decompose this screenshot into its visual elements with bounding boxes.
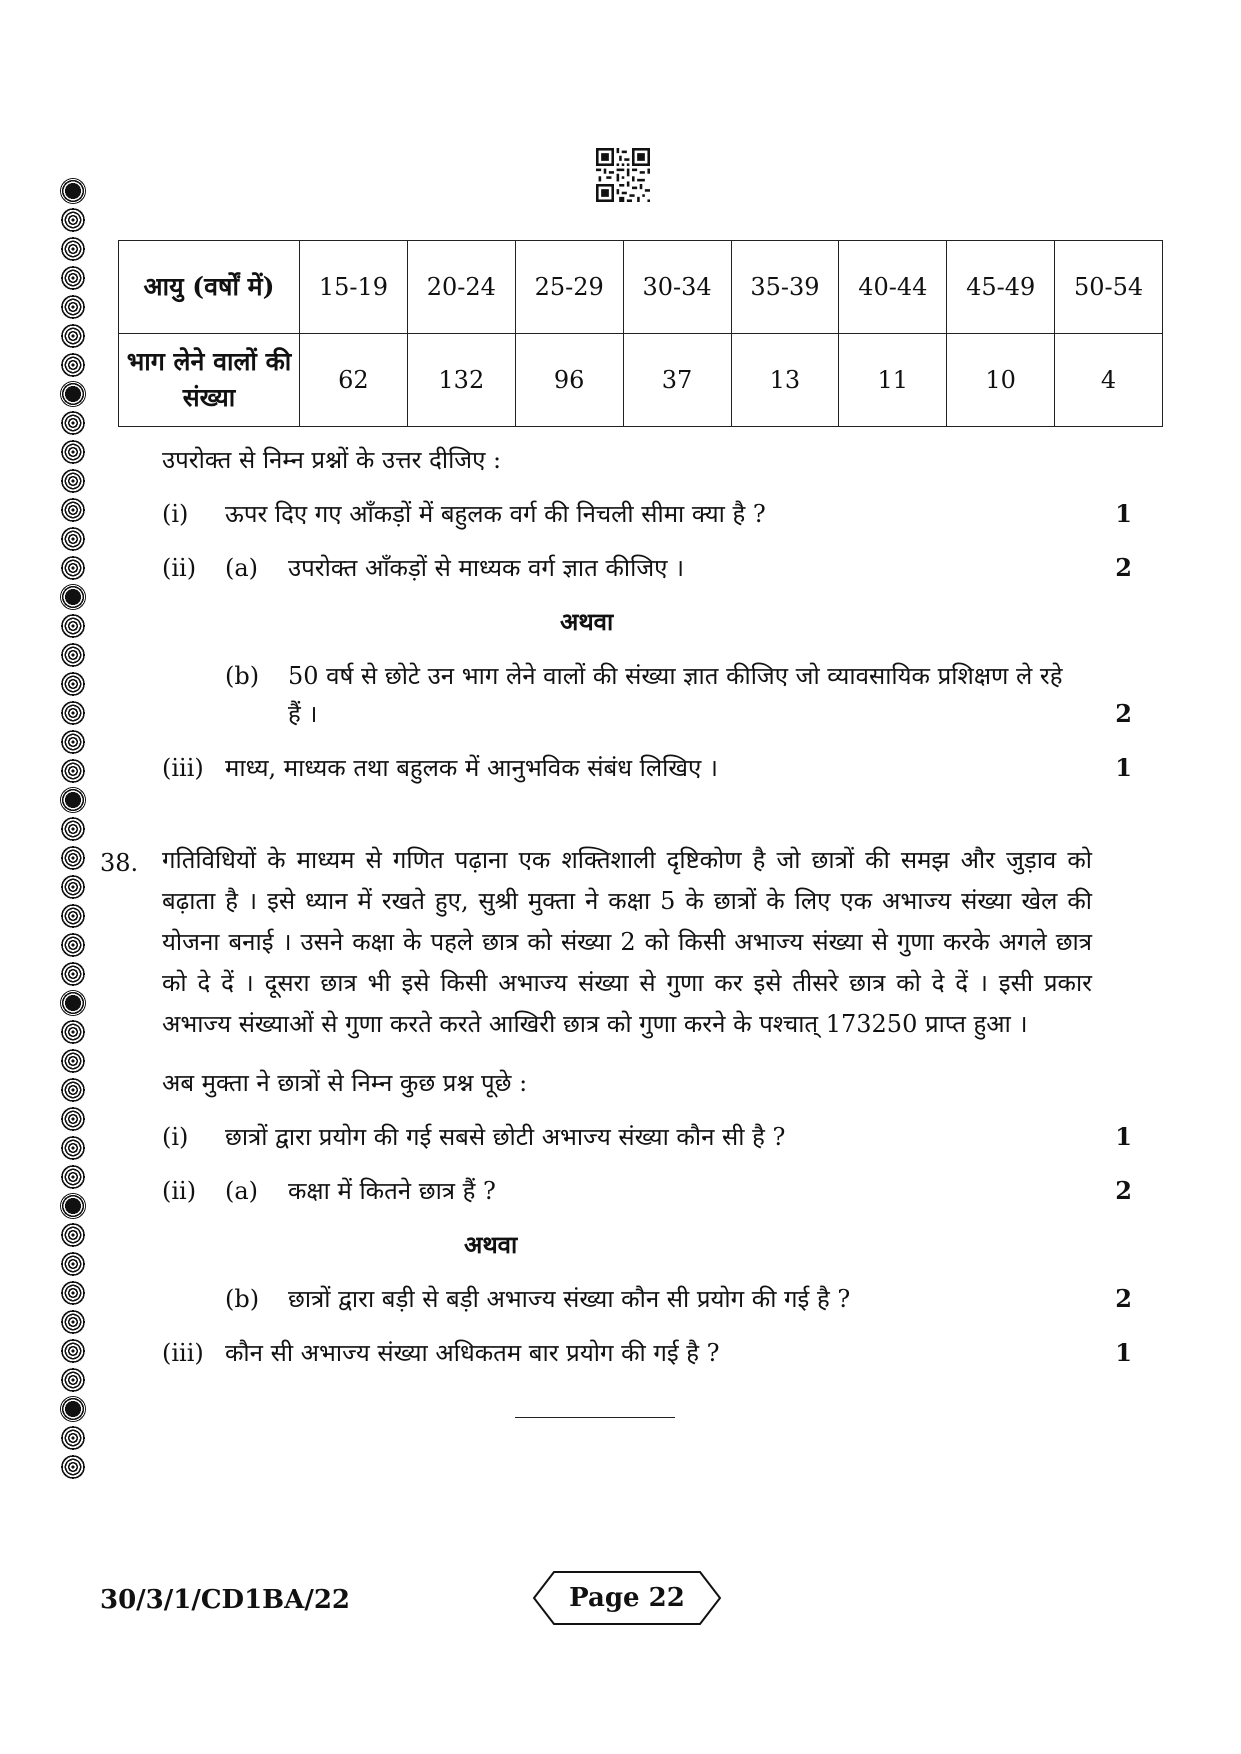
count-cell: 37	[623, 334, 731, 427]
q37-i-text: ऊपर दिए गए आँकड़ों में बहुलक वर्ग की निचली सीमा क्या है ?	[225, 500, 766, 528]
age-participants-table	[118, 240, 1163, 427]
margin-ring-icon	[60, 845, 86, 871]
q38-iii-number: (iii)	[162, 1339, 204, 1367]
age-cell: 45-49	[947, 241, 1055, 334]
count-cell: 11	[839, 334, 947, 427]
q37-ii-b-label: (b)	[225, 662, 260, 690]
margin-ring-icon	[60, 1019, 86, 1045]
qr-code	[596, 148, 650, 202]
margin-ring-icon	[60, 1338, 86, 1364]
q37-i-number: (i)	[162, 500, 189, 528]
margin-ring-icon	[60, 1164, 86, 1190]
q37-ii-a-label: (a)	[225, 554, 259, 582]
margin-ring-icon	[60, 265, 86, 291]
margin-ring-strip	[60, 178, 90, 1483]
age-header: आयु (वर्षों में)	[119, 241, 300, 334]
age-cell: 20-24	[407, 241, 515, 334]
margin-ring-icon	[60, 700, 86, 726]
q38-i-number: (i)	[162, 1123, 189, 1151]
q37-ii-number: (ii)	[162, 554, 197, 582]
age-cell: 40-44	[839, 241, 947, 334]
count-cell: 96	[515, 334, 623, 427]
margin-ring-icon	[60, 816, 86, 842]
margin-ring-icon	[60, 671, 86, 697]
margin-ring-icon	[60, 1048, 86, 1074]
margin-ring-icon	[60, 1425, 86, 1451]
q38-i-marks: 1	[1115, 1122, 1132, 1151]
margin-ring-icon	[60, 526, 86, 552]
table-row-counts	[119, 334, 1163, 427]
margin-ring-icon	[60, 1251, 86, 1277]
q37-iii-number: (iii)	[162, 754, 204, 782]
q38-or-label: अथवा	[464, 1230, 518, 1259]
margin-ring-icon	[60, 1280, 86, 1306]
count-cell: 13	[731, 334, 839, 427]
q38-ii-a-marks: 2	[1115, 1176, 1132, 1205]
q37-ii-a-marks: 2	[1115, 553, 1132, 582]
margin-ring-icon	[60, 439, 86, 465]
margin-ring-icon	[60, 236, 86, 262]
margin-ring-icon	[60, 178, 86, 204]
q37-ii-b-text-line1: 50 वर्ष से छोटे उन भाग लेने वालों की संख्या ज्ञात कीजिए जो व्यावसायिक प्रशिक्षण ले रहे	[288, 662, 1063, 690]
age-cell: 50-54	[1055, 241, 1163, 334]
age-cell: 30-34	[623, 241, 731, 334]
paper-code: 30/3/1/CD1BA/22	[100, 1585, 351, 1615]
margin-ring-icon	[60, 1193, 86, 1219]
margin-ring-icon	[60, 961, 86, 987]
margin-ring-icon	[60, 1454, 86, 1480]
end-of-section-rule	[515, 1417, 675, 1418]
q38-ii-b-text: छात्रों द्वारा बड़ी से बड़ी अभाज्य संख्या कौन सी प्रयोग की गई है ?	[288, 1285, 851, 1313]
margin-ring-icon	[60, 729, 86, 755]
margin-ring-icon	[60, 758, 86, 784]
page-number: Page 22	[569, 1583, 685, 1613]
q38-number: 38.	[100, 849, 139, 877]
q38-iii-marks: 1	[1115, 1338, 1132, 1367]
margin-ring-icon	[60, 1106, 86, 1132]
margin-ring-icon	[60, 381, 86, 407]
margin-ring-icon	[60, 613, 86, 639]
age-cell: 25-29	[515, 241, 623, 334]
count-cell: 62	[300, 334, 408, 427]
margin-ring-icon	[60, 874, 86, 900]
margin-ring-icon	[60, 207, 86, 233]
margin-ring-icon	[60, 1309, 86, 1335]
margin-ring-icon	[60, 1222, 86, 1248]
q38-ii-number: (ii)	[162, 1177, 197, 1205]
margin-ring-icon	[60, 352, 86, 378]
table-row-ages	[119, 241, 1163, 334]
q38-iii-text: कौन सी अभाज्य संख्या अधिकतम बार प्रयोग की गई है ?	[225, 1339, 720, 1367]
margin-ring-icon	[60, 1367, 86, 1393]
q38-ii-b-label: (b)	[225, 1285, 260, 1313]
count-cell: 132	[407, 334, 515, 427]
margin-ring-icon	[60, 584, 86, 610]
q37-instruction: उपरोक्त से निम्न प्रश्नों के उत्तर दीजिए :	[162, 446, 502, 474]
age-cell: 15-19	[300, 241, 408, 334]
q37-i-marks: 1	[1115, 499, 1132, 528]
margin-ring-icon	[60, 932, 86, 958]
margin-ring-icon	[60, 555, 86, 581]
q38-ii-b-marks: 2	[1115, 1284, 1132, 1313]
margin-ring-icon	[60, 468, 86, 494]
q37-ii-a-text: उपरोक्त आँकड़ों से माध्यक वर्ग ज्ञात कीजिए ।	[288, 554, 685, 582]
count-header: भाग लेने वालों की संख्या	[119, 334, 300, 427]
age-cell: 35-39	[731, 241, 839, 334]
margin-ring-icon	[60, 323, 86, 349]
count-cell: 4	[1055, 334, 1163, 427]
q37-or-label: अथवा	[560, 607, 614, 636]
margin-ring-icon	[60, 294, 86, 320]
margin-ring-icon	[60, 497, 86, 523]
q38-ii-a-text: कक्षा में कितने छात्र हैं ?	[288, 1177, 496, 1205]
margin-ring-icon	[60, 1077, 86, 1103]
margin-ring-icon	[60, 903, 86, 929]
margin-ring-icon	[60, 787, 86, 813]
page-number-badge	[532, 1568, 722, 1628]
q38-ii-a-label: (a)	[225, 1177, 259, 1205]
q38-prompt: अब मुक्ता ने छात्रों से निम्न कुछ प्रश्न पूछे :	[162, 1069, 528, 1097]
count-cell: 10	[947, 334, 1055, 427]
margin-ring-icon	[60, 410, 86, 436]
margin-ring-icon	[60, 1396, 86, 1422]
q38-i-text: छात्रों द्वारा प्रयोग की गई सबसे छोटी अभाज्य संख्या कौन सी है ?	[225, 1123, 786, 1151]
q38-passage: गतिविधियों के माध्यम से गणित पढ़ाना एक शक्तिशाली दृष्टिकोण है जो छात्रों की समझ और जुड़ाव को बढ़ाता है । इसे ध्यान में रखते हुए, सुश्री मुक्ता ने कक्षा 5 के छात्रों के लिए एक अभाज्य संख्या खेल की योजना बनाई । उसने कक्षा के पहले छात्र को संख्या 2 को किसी अभाज्य संख्या से गुणा करके अगले छात्र को दे दें । दूसरा छात्र भी इसे किसी अभाज्य संख्या से गुणा कर इसे तीसरे छात्र को दे दें । इसी प्रकार अभाज्य संख्याओं से गुणा करते करते आखिरी छात्र को गुणा करने के पश्चात् 173250 प्राप्त हुआ ।	[162, 846, 1092, 1038]
q37-iii-text: माध्य, माध्यक तथा बहुलक में आनुभविक संबंध लिखिए ।	[225, 754, 718, 782]
margin-ring-icon	[60, 1135, 86, 1161]
margin-ring-icon	[60, 642, 86, 668]
q37-ii-b-text-line2: हैं ।	[288, 700, 318, 728]
q37-iii-marks: 1	[1115, 753, 1132, 782]
margin-ring-icon	[60, 990, 86, 1016]
q37-ii-b-marks: 2	[1115, 699, 1132, 728]
